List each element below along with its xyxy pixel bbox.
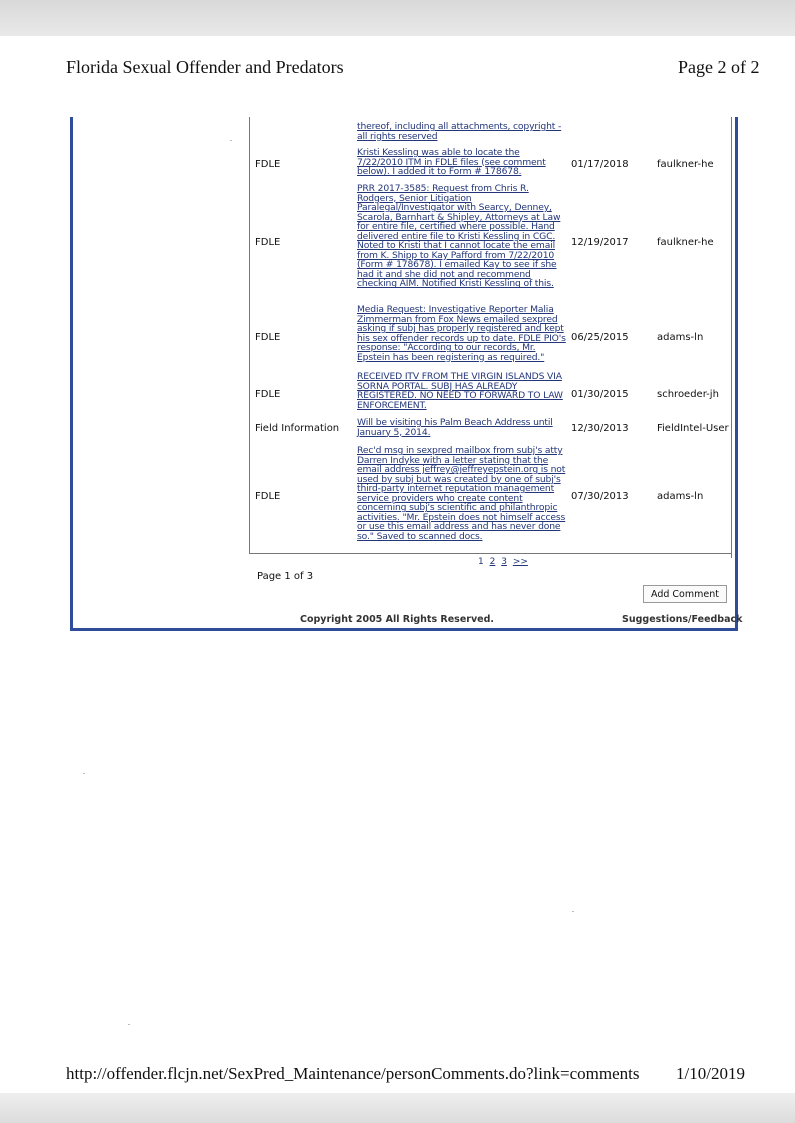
page-indicator: Page 1 of 3 <box>257 571 314 582</box>
page-link-3[interactable]: 3 <box>501 557 507 567</box>
table-row <box>250 122 730 144</box>
comment-link[interactable]: PRR 2017-3585: Request from Chris R. Rodgers, Senior Litigation Paralegal/Investigator with Searcy, Denney, Scarola, Barnhart & Shipley, Attorneys at Law for entire file, certified where possible. Hand delivered entire file to Kristi Kessling in CGC. Noted to Kristi that I cannot locate the email from K. Shipp to Kay Pafford from 7/22/2010 (Form # 178678). I emailed Kay to see if she had it and she did not and recommend checking AIM. Notified Kristi Kessling of this. <box>357 183 561 290</box>
scan-speck <box>128 1024 130 1025</box>
print-footer-url: http://offender.flcjn.net/SexPred_Maintenance/personComments.do?link=comments <box>66 1064 640 1083</box>
comment-user: FieldIntel-User <box>657 423 729 434</box>
comment-link[interactable]: Rec'd msg in sexpred mailbox from subj's atty Darren Indyke with a letter stating that the email address jeffrey@jeffreyepstein.org is not used by subj but was created by one of subj's third-party internet reputation management service providers who create content concerning subj's scientific and philanthropic activities. "Mr. Epstein does not himself access or use this email address and has never done so." Saved to scanned docs. <box>357 445 566 542</box>
feedback-link[interactable]: Suggestions/Feedback <box>622 614 743 625</box>
comment-link[interactable]: Kristi Kessling was able to locate the 7/22/2010 ITM in FDLE files (see comment below). I added it to Form # 178678. <box>357 147 546 178</box>
comment-date: 06/25/2015 <box>571 332 629 343</box>
scan-edge-top <box>0 0 795 36</box>
comment-link[interactable]: RECEIVED ITV FROM THE VIRGIN ISLANDS VIA SORNA PORTAL. SUBJ HAS ALREADY REGISTERED. NO NEED TO FORWARD TO LAW ENFORCEMENT. <box>357 371 563 411</box>
comment-date: 07/30/2013 <box>571 491 629 502</box>
comment-source: FDLE <box>255 159 281 170</box>
next-page-link[interactable]: >> <box>512 557 528 567</box>
print-footer-date: 1/10/2019 <box>676 1064 745 1083</box>
comment-source: FDLE <box>255 389 281 400</box>
comment-source: FDLE <box>255 332 281 343</box>
comment-date: 01/17/2018 <box>571 159 629 170</box>
comment-date: 12/30/2013 <box>571 423 629 434</box>
print-header-title: Florida Sexual Offender and Predators <box>66 57 344 77</box>
comment-source: FDLE <box>255 491 281 502</box>
comment-link[interactable]: thereof, including all attachments, copyright - all rights reserved <box>357 121 562 142</box>
table-border-bottom <box>249 553 732 554</box>
comment-source: Field Information <box>255 423 340 434</box>
pagination-links <box>478 557 531 567</box>
table-row <box>250 418 730 440</box>
scan-speck <box>572 911 574 912</box>
comment-date: 12/19/2017 <box>571 237 629 248</box>
comment-user: adams-ln <box>657 491 704 502</box>
print-header-page: Page 2 of 2 <box>678 57 760 77</box>
comment-date: 01/30/2015 <box>571 389 629 400</box>
scan-speck <box>230 140 232 141</box>
comment-user: schroeder-jh <box>657 389 719 400</box>
table-row <box>250 148 730 180</box>
scan-edge-bottom <box>0 1093 795 1123</box>
comment-user: faulkner-he <box>657 159 714 170</box>
comment-source: FDLE <box>255 237 281 248</box>
comment-user: faulkner-he <box>657 237 714 248</box>
table-row <box>250 184 730 300</box>
scan-speck <box>83 773 85 774</box>
table-row <box>250 372 730 412</box>
comment-user: adams-ln <box>657 332 704 343</box>
copyright-text: Copyright 2005 All Rights Reserved. <box>300 614 494 625</box>
comment-link[interactable]: Media Request: Investigative Reporter Malia Zimmerman from Fox News emailed sexpred asking if subj has properly registered and kept his sex offender records up to date. FDLE PIO's response: "According to our records, Mr. Epstein has been registering as required." <box>357 304 566 363</box>
page-link-2[interactable]: 2 <box>489 557 496 567</box>
table-border-right <box>731 117 732 558</box>
table-row <box>250 305 730 367</box>
comment-link[interactable]: Will be visiting his Palm Beach Address until January 5, 2014. <box>357 417 553 438</box>
table-row <box>250 446 730 552</box>
add-comment-button[interactable]: Add Comment <box>643 585 727 603</box>
page-link-1[interactable]: 1 <box>478 557 484 567</box>
